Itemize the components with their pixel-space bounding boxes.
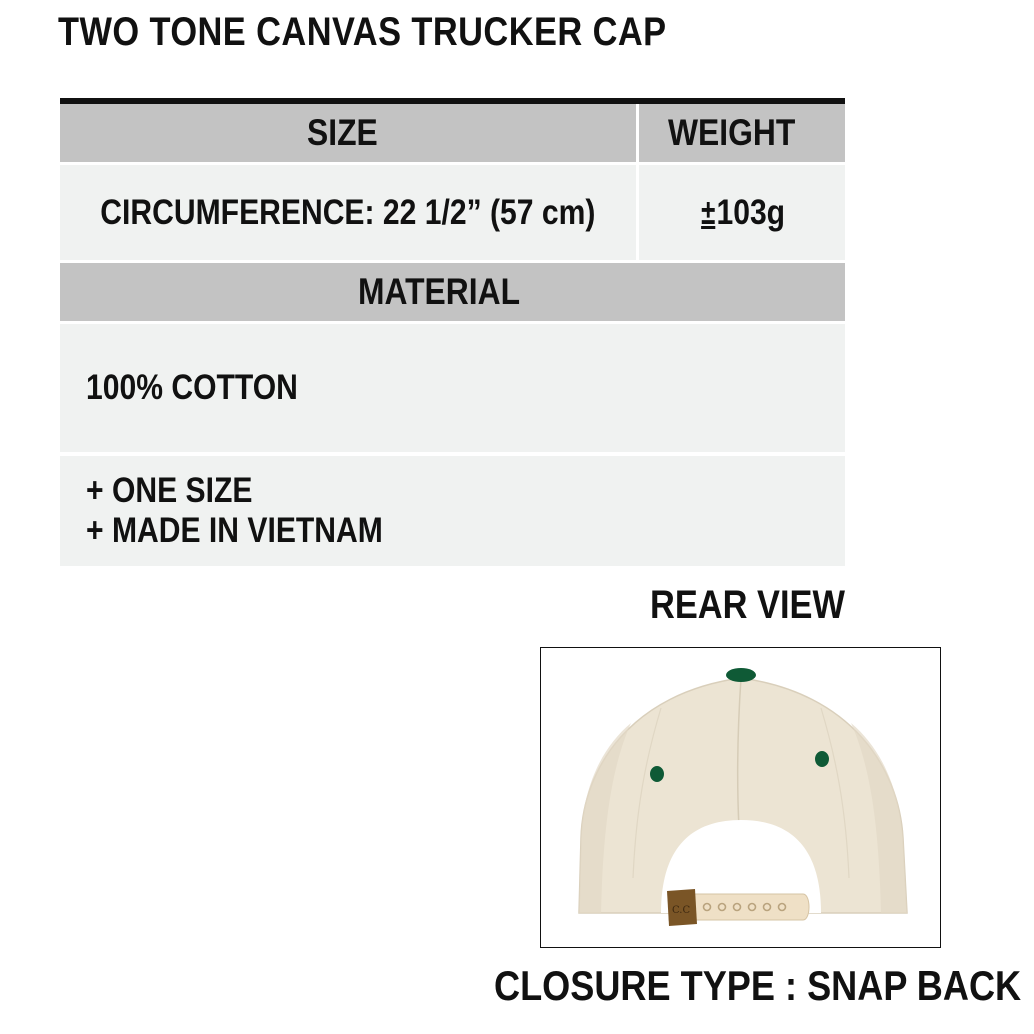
closure-type-label: CLOSURE TYPE : SNAP BACK (494, 962, 1022, 1009)
size-header (60, 104, 636, 162)
size-header-label: SIZE (306, 112, 378, 153)
material-header (60, 263, 845, 321)
eyelet-left (650, 766, 664, 782)
weight-header-label: WEIGHT (668, 112, 796, 153)
note-made-in: + MADE IN VIETNAM (86, 511, 383, 550)
note-one-size: + ONE SIZE (86, 471, 253, 510)
cap-rear-illustration (541, 648, 940, 947)
weight-value-wrap (699, 193, 784, 233)
material-cell (60, 324, 845, 452)
rear-view-label: REAR VIEW (650, 583, 845, 627)
weight-cell (639, 165, 845, 260)
material-header-label: MATERIAL (358, 271, 521, 312)
product-title: TWO TONE CANVAS TRUCKER CAP (58, 10, 667, 54)
weight-header (639, 104, 845, 162)
circumference-value: CIRCUMFERENCE: 22 1/2” (57 cm) (100, 192, 596, 232)
rear-view-photo (540, 647, 941, 948)
top-button (726, 668, 756, 682)
notes-cell (60, 456, 845, 566)
material-value: 100% COTTON (86, 368, 298, 407)
weight-value: 103g (715, 192, 785, 232)
circumference-cell (60, 165, 636, 260)
eyelet-right (815, 751, 829, 767)
plus-minus-symbol: ± (700, 192, 715, 232)
svg-text:C.C: C.C (672, 905, 691, 916)
